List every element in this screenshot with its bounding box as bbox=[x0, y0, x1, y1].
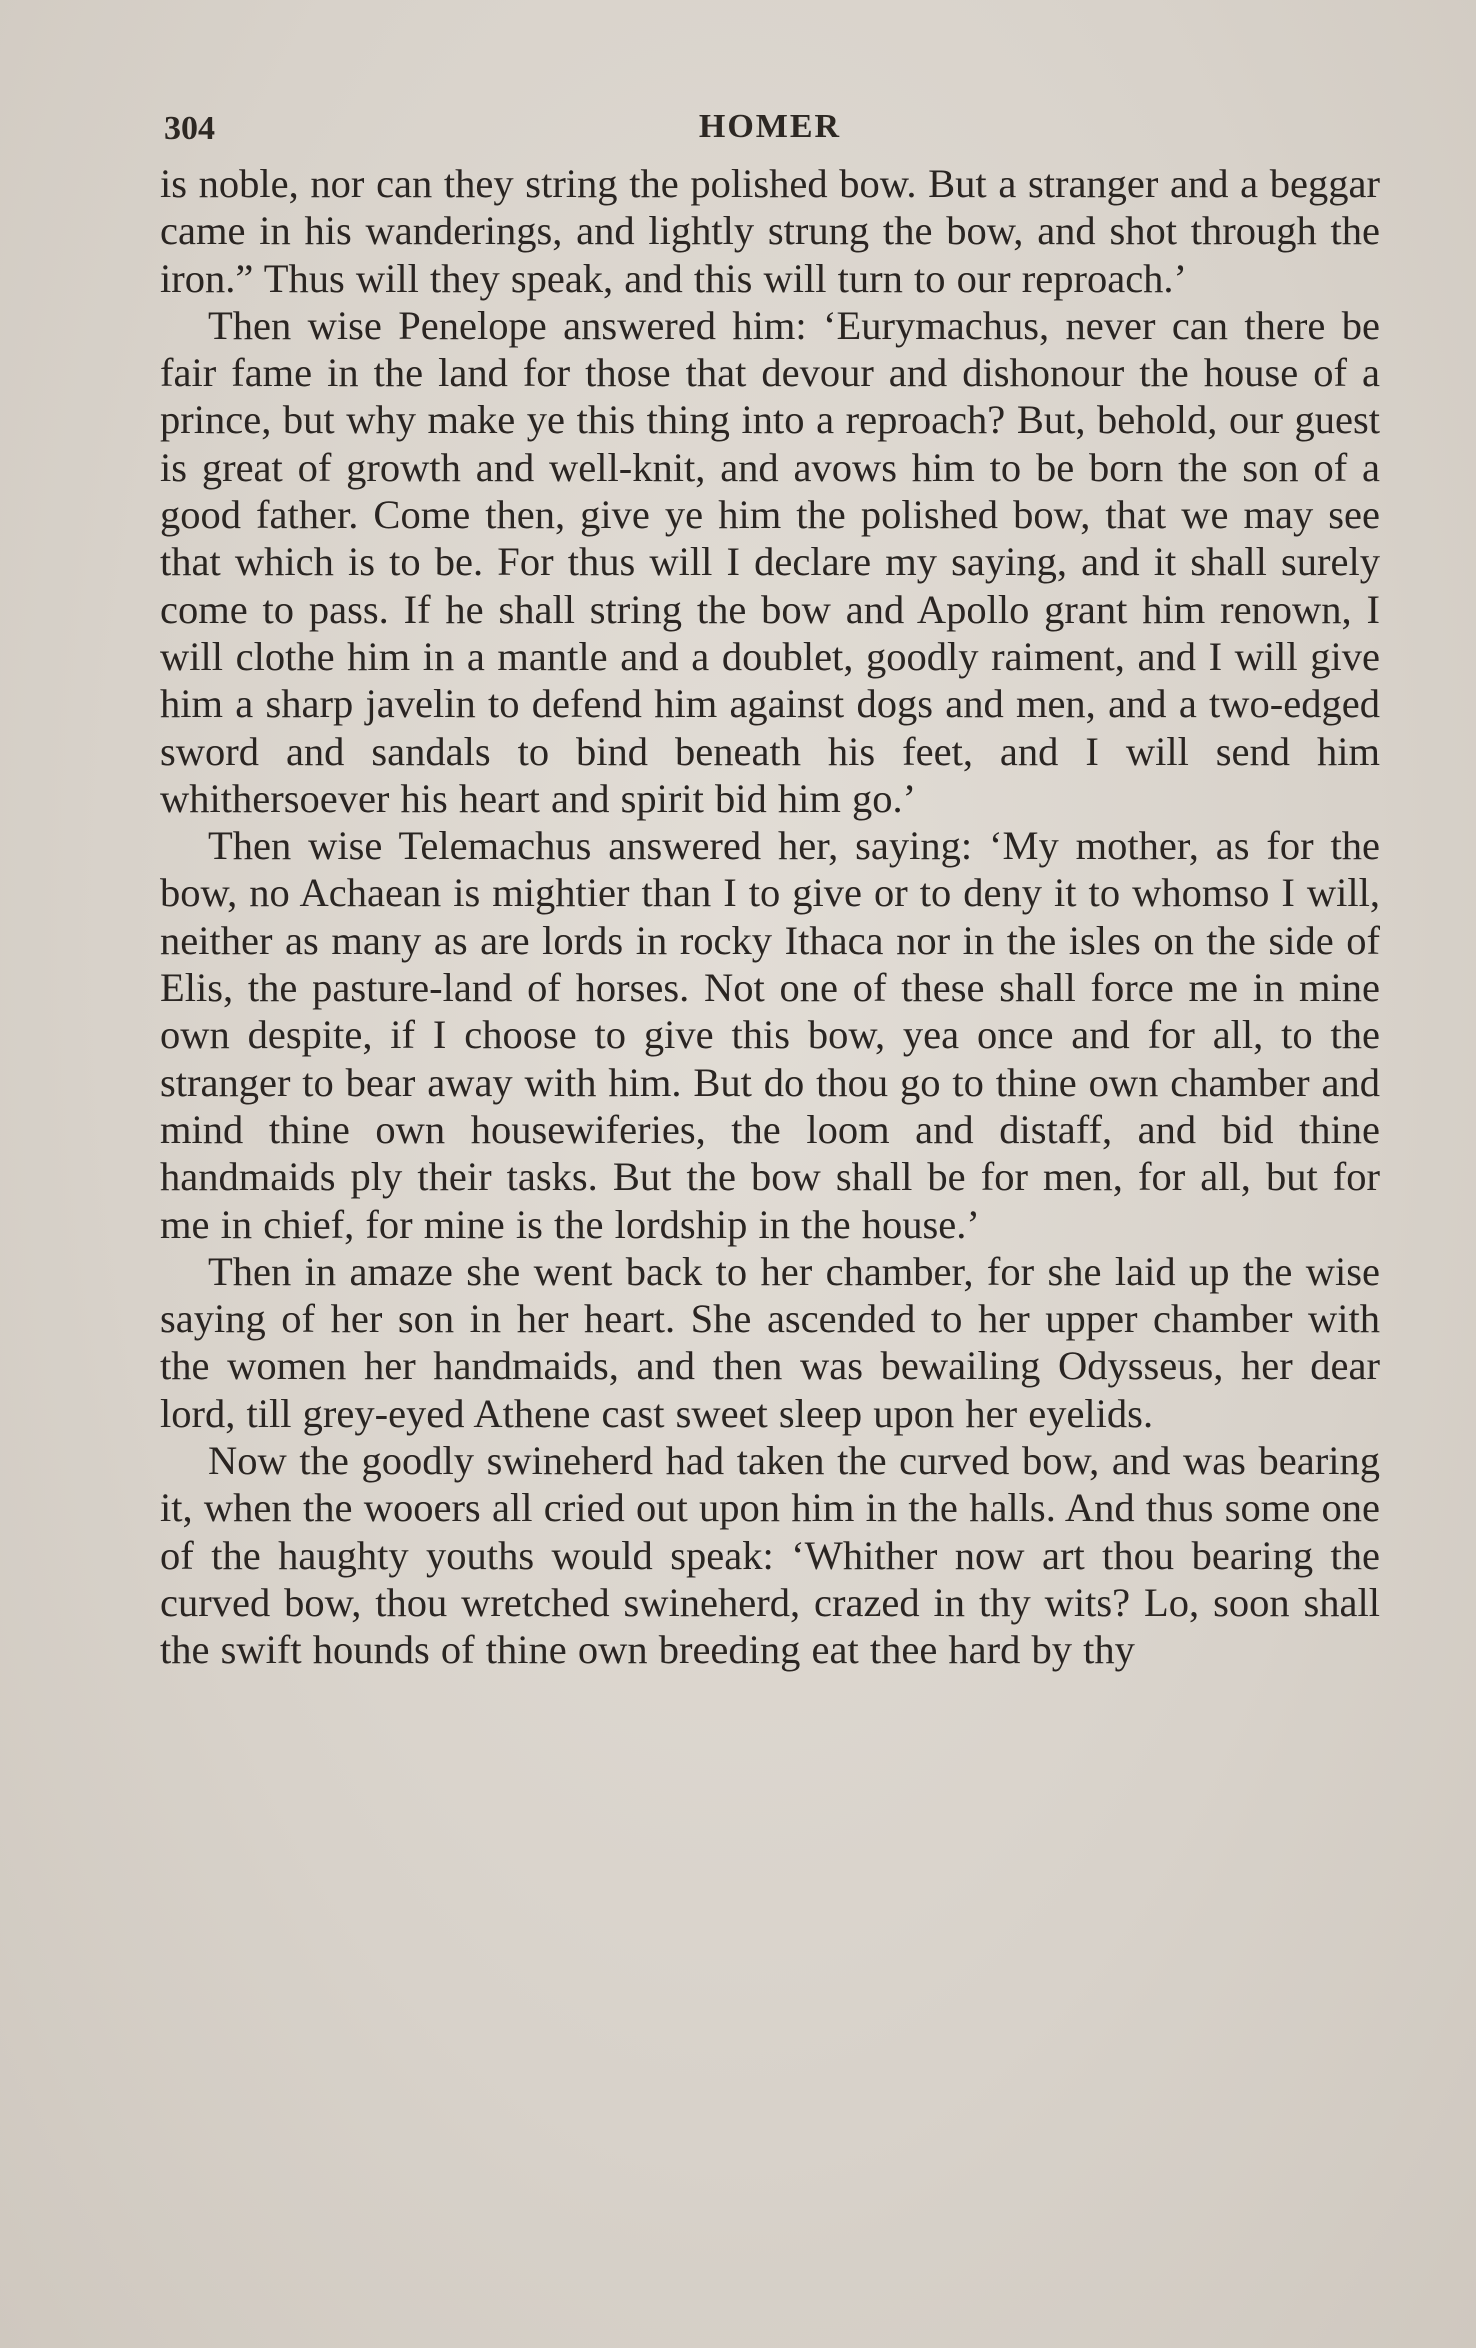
paragraph-continued: is noble, nor can they string the polished bow. But a stranger and a beggar came in his wanderings, and lightly strung the bow, and shot through the iron.” Thus will they speak, and this will turn to our reproach.’ bbox=[160, 161, 1380, 301]
paragraph-chamber: Then in amaze she went back to her chamber, for she laid up the wise saying of her son in her heart. She ascended to her upper chamber with the women her handmaids, and then was bewailing Odysseus, her dear lord, till grey-eyed Athene cast sweet sleep upon her eyelids. bbox=[160, 1248, 1380, 1436]
running-head bbox=[160, 100, 1380, 156]
running-title: HOMER bbox=[698, 108, 842, 145]
paragraph-swineherd: Now the goodly swineherd had taken the curved bow, and was bearing it, when the wooers all cried out upon him in the halls. And thus some one of the haughty youths would speak: ‘Whither now art thou bearing the curved bow, thou wretched swineherd, crazed in thy wits? Lo, soon shall the swift hounds of thine own breeding eat thee hard by thy bbox=[160, 1438, 1380, 1673]
paragraph-telemachus: Then wise Telemachus answered her, saying: ‘My mother, as for the bow, no Achaean is mightier than I to give or to deny it to whomso I will, neither as many as are lords in rocky Ithaca nor in the isles on the side of Elis, the pasture-land of horses. Not one of these shall force me in mine own despite, if I choose to give this bow, yea once and for all, to the stranger to bear away with him. But do thou go to thine own chamber and mind thine own housewiferies, the loom and distaff, and bid thine handmaids ply their tasks. But the bow shall be for men, for all, but for me in chief, for mine is the lordship in the house.’ bbox=[160, 823, 1380, 1247]
book-page bbox=[160, 100, 1380, 1674]
body-text bbox=[160, 160, 1380, 1674]
paragraph-penelope: Then wise Penelope answered him: ‘Eurymachus, never can there be fair fame in the land for those that devour and dishonour the house of a prince, but why make ye this thing into a reproach? But, behold, our guest is great of growth and well-knit, and avows him to be born the son of a good father. Come then, give ye him the polished bow, that we may see that which is to be. For thus will I declare my saying, and it shall surely come to pass. If he shall string the bow and Apollo grant him renown, I will clothe him in a mantle and a doublet, goodly raiment, and I will give him a sharp javelin to defend him against dogs and men, and a two-edged sword and sandals to bind beneath his feet, and I will send him whithersoever his heart and spirit bid him go.’ bbox=[160, 302, 1380, 821]
page-number: 304 bbox=[164, 110, 215, 147]
